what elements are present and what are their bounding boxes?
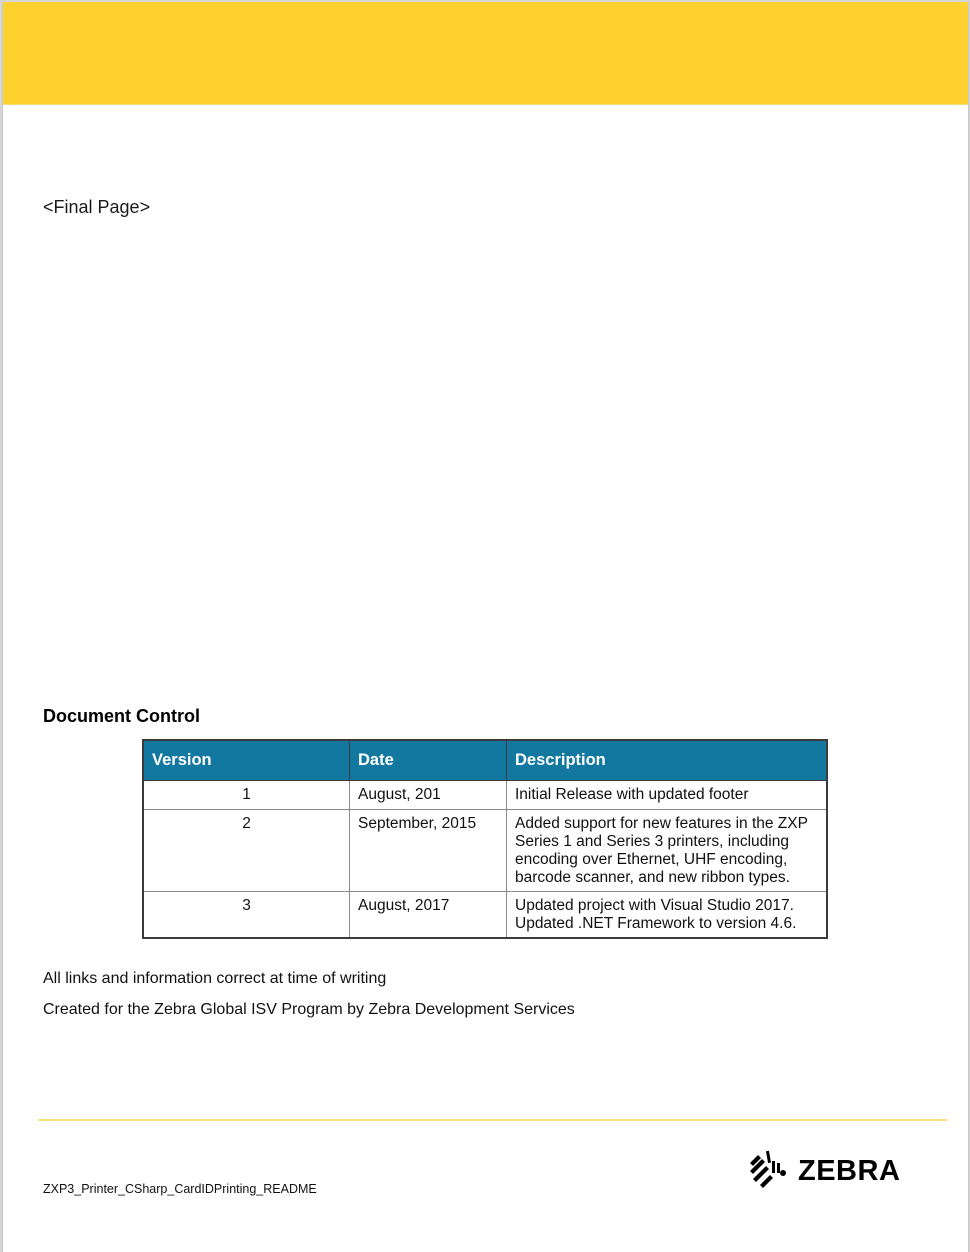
column-header-description: Description xyxy=(507,740,828,781)
document-page xyxy=(2,2,969,1252)
document-control-title: Document Control xyxy=(43,706,200,726)
version-cell: 2 xyxy=(143,810,350,892)
footer-document-name: ZXP3_Printer_CSharp_CardIDPrinting_README xyxy=(43,1182,317,1196)
accuracy-note: All links and information correct at time of writing xyxy=(43,970,387,987)
description-cell: Updated project with Visual Studio 2017. Updated .NET Framework to version 4.6. xyxy=(507,892,828,939)
credits-note: Created for the Zebra Global ISV Program by Zebra Development Services xyxy=(43,1001,575,1018)
description-cell: Added support for new features in the ZXP Series 1 and Series 3 printers, including encoding over Ethernet, UHF encoding, barcode scanner, and new ribbon types. xyxy=(507,810,828,892)
table-row xyxy=(143,892,827,939)
date-cell: September, 2015 xyxy=(350,810,507,892)
version-cell: 1 xyxy=(143,781,350,810)
version-cell: 3 xyxy=(143,892,350,939)
table-header-row xyxy=(143,740,827,781)
description-cell: Initial Release with updated footer xyxy=(507,781,828,810)
zebra-wordmark: ZEBRA xyxy=(798,1155,901,1187)
column-header-date: Date xyxy=(350,740,507,781)
document-control-table xyxy=(142,739,828,939)
footer-divider xyxy=(38,1119,947,1121)
date-cell: August, 2017 xyxy=(350,892,507,939)
table-row xyxy=(143,781,827,810)
final-page-heading: <Final Page> xyxy=(43,197,151,217)
column-header-version: Version xyxy=(143,740,350,781)
zebra-logo xyxy=(748,1147,900,1196)
header-band xyxy=(3,2,968,105)
table-row xyxy=(143,810,827,892)
date-cell: August, 201 xyxy=(350,781,507,810)
zebra-head-icon xyxy=(748,1147,792,1196)
